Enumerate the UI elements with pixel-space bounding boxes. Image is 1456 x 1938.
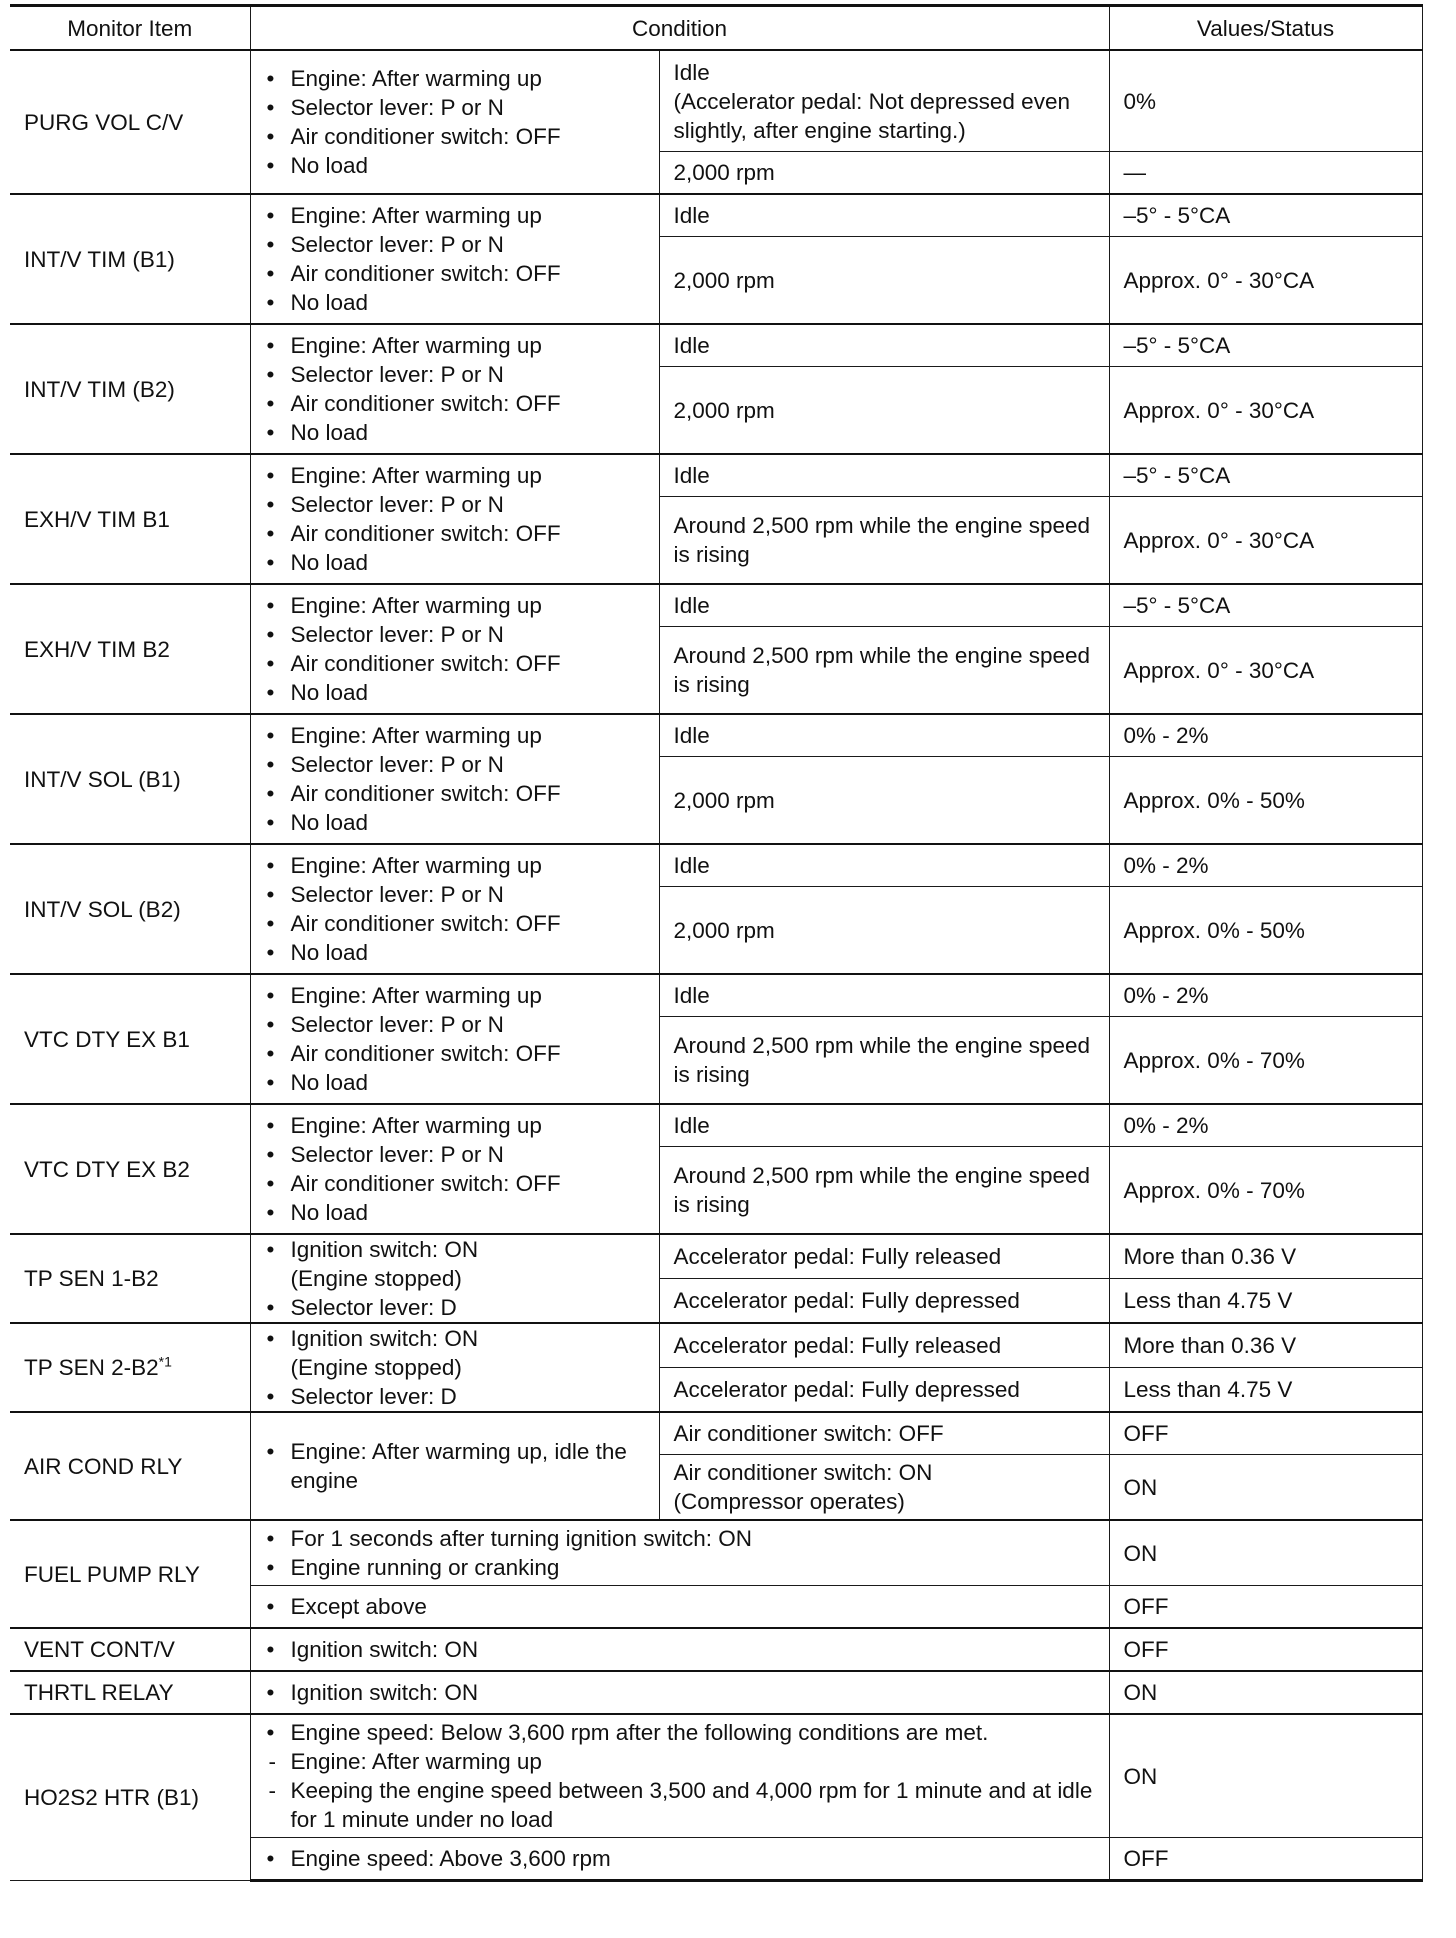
value-cell: Approx. 0° - 30°CA <box>1109 497 1422 585</box>
table-row <box>10 194 1422 237</box>
list-item: • Engine: After warming up, idle the engine <box>265 1437 659 1495</box>
list-item: • No load <box>265 678 659 707</box>
monitor-item-thrtl-relay: THRTL RELAY <box>10 1671 250 1714</box>
value-cell: Approx. 0° - 30°CA <box>1109 367 1422 455</box>
table-row <box>10 714 1422 757</box>
table-row <box>10 1671 1422 1714</box>
list-item: • Selector lever: P or N <box>265 750 659 779</box>
value-cell: OFF <box>1109 1838 1422 1881</box>
condition-cell <box>250 1628 1109 1671</box>
monitor-item-purg-vol: PURG VOL C/V <box>10 50 250 194</box>
list-item: • Engine: After warming up <box>265 201 659 230</box>
list-item: • Engine: After warming up <box>265 64 659 93</box>
sub-condition-cell <box>659 1455 1109 1521</box>
condition-cell <box>250 974 659 1104</box>
condition-cell <box>250 1586 1109 1629</box>
value-cell: OFF <box>1109 1586 1422 1629</box>
value-cell: OFF <box>1109 1628 1422 1671</box>
monitor-item-vtc-dty-ex-b2: VTC DTY EX B2 <box>10 1104 250 1234</box>
condition-list <box>265 64 659 180</box>
list-item: • Engine: After warming up <box>265 721 659 750</box>
sub-condition-cell: Accelerator pedal: Fully depressed <box>659 1368 1109 1413</box>
condition-cell <box>250 1714 1109 1838</box>
value-cell: 0% - 2% <box>1109 714 1422 757</box>
sub-condition-cell <box>659 50 1109 152</box>
list-item-note: (Engine stopped) <box>290 1266 462 1291</box>
list-item: • For 1 seconds after turning ignition switch: ON <box>265 1524 1109 1553</box>
value-cell: ON <box>1109 1455 1422 1521</box>
value-cell: –5° - 5°CA <box>1109 454 1422 497</box>
condition-list <box>265 201 659 317</box>
condition-cell <box>250 1412 659 1520</box>
list-item: • Air conditioner switch: OFF <box>265 1039 659 1068</box>
monitor-item-label: TP SEN 2-B2 <box>24 1355 159 1380</box>
sub-condition-cell: Air conditioner switch: OFF <box>659 1412 1109 1455</box>
condition-cell <box>250 1323 659 1412</box>
monitor-item-exhv-tim-b1: EXH/V TIM B1 <box>10 454 250 584</box>
list-item: • Selector lever: P or N <box>265 230 659 259</box>
table-row <box>10 1234 1422 1279</box>
list-item: • No load <box>265 1198 659 1227</box>
list-item-note: (Engine stopped) <box>290 1355 462 1380</box>
list-item: • No load <box>265 288 659 317</box>
monitor-item-intv-tim-b2: INT/V TIM (B2) <box>10 324 250 454</box>
list-item: • Air conditioner switch: OFF <box>265 389 659 418</box>
list-item: • Air conditioner switch: OFF <box>265 909 659 938</box>
sub-condition-label: Air conditioner switch: ON <box>673 1460 933 1485</box>
condition-cell <box>250 714 659 844</box>
list-item: • Selector lever: P or N <box>265 490 659 519</box>
monitor-item-ho2s2-htr-b1: HO2S2 HTR (B1) <box>10 1714 250 1881</box>
list-item: • No load <box>265 1068 659 1097</box>
condition-list <box>265 721 659 837</box>
sub-condition-cell: Idle <box>659 324 1109 367</box>
monitor-item-air-cond-rly: AIR COND RLY <box>10 1412 250 1520</box>
condition-cell <box>250 1671 1109 1714</box>
list-item: • Air conditioner switch: OFF <box>265 779 659 808</box>
list-item: • Engine: After warming up <box>265 981 659 1010</box>
list-item: • Engine: After warming up <box>265 461 659 490</box>
table-row <box>10 1520 1422 1586</box>
condition-cell <box>250 1104 659 1234</box>
condition-cell <box>250 1520 1109 1586</box>
condition-cell <box>250 584 659 714</box>
sub-condition-cell: Accelerator pedal: Fully depressed <box>659 1279 1109 1324</box>
table-row <box>10 844 1422 887</box>
table-row <box>10 454 1422 497</box>
header-monitor-item: Monitor Item <box>10 6 250 51</box>
list-item: • Air conditioner switch: OFF <box>265 1169 659 1198</box>
monitor-item-exhv-tim-b2: EXH/V TIM B2 <box>10 584 250 714</box>
sub-condition-label: Idle <box>673 59 710 85</box>
value-cell: Approx. 0% - 50% <box>1109 887 1422 975</box>
value-cell: Approx. 0° - 30°CA <box>1109 627 1422 715</box>
footnote-marker: *1 <box>158 1353 172 1370</box>
condition-list <box>265 1718 1109 1834</box>
sub-condition-cell: Idle <box>659 714 1109 757</box>
monitor-item-intv-tim-b1: INT/V TIM (B1) <box>10 194 250 324</box>
list-item: • Engine: After warming up <box>265 591 659 620</box>
sub-condition-note: (Compressor operates) <box>673 1489 905 1514</box>
list-item: • Air conditioner switch: OFF <box>265 259 659 288</box>
list-item: • Selector lever: D <box>265 1382 659 1411</box>
sub-condition-cell: Around 2,500 rpm while the engine speed is rising <box>659 497 1109 585</box>
condition-list <box>265 1635 1109 1664</box>
value-cell: Approx. 0% - 70% <box>1109 1017 1422 1105</box>
table-row <box>10 584 1422 627</box>
monitor-item-tp-sen-2-b2 <box>10 1323 250 1412</box>
monitor-item-fuel-pump-rly: FUEL PUMP RLY <box>10 1520 250 1628</box>
condition-list <box>265 1324 659 1411</box>
sub-condition-cell: 2,000 rpm <box>659 152 1109 195</box>
condition-list <box>265 1235 659 1322</box>
list-item <box>265 1324 659 1382</box>
value-cell: 0% - 2% <box>1109 1104 1422 1147</box>
value-cell: –5° - 5°CA <box>1109 324 1422 367</box>
list-item: • Air conditioner switch: OFF <box>265 649 659 678</box>
list-item: - Engine: After warming up <box>265 1747 1109 1776</box>
list-item: • Selector lever: P or N <box>265 93 659 122</box>
list-item: • Engine: After warming up <box>265 1111 659 1140</box>
value-cell: Approx. 0% - 70% <box>1109 1147 1422 1235</box>
list-item: • Engine running or cranking <box>265 1553 1109 1582</box>
sub-condition-cell: Idle <box>659 1104 1109 1147</box>
sub-condition-cell: Around 2,500 rpm while the engine speed is rising <box>659 1147 1109 1235</box>
condition-cell <box>250 194 659 324</box>
table-row <box>10 324 1422 367</box>
list-item: • Ignition switch: ON <box>265 1678 1109 1707</box>
condition-list <box>265 1111 659 1227</box>
list-item: • Engine: After warming up <box>265 331 659 360</box>
sub-condition-cell: Accelerator pedal: Fully released <box>659 1323 1109 1368</box>
table-row <box>10 1412 1422 1455</box>
value-cell: Approx. 0% - 50% <box>1109 757 1422 845</box>
list-item: - Keeping the engine speed between 3,500 and 4,000 rpm for 1 minute and at idle for 1 minute under no load <box>265 1776 1109 1834</box>
list-item: • Air conditioner switch: OFF <box>265 519 659 548</box>
list-item <box>265 1235 659 1293</box>
sub-condition-cell: 2,000 rpm <box>659 237 1109 325</box>
condition-cell <box>250 454 659 584</box>
table-row <box>10 974 1422 1017</box>
sub-condition-note: (Accelerator pedal: Not depressed even slightly, after engine starting.) <box>673 88 1070 143</box>
sub-condition-cell: 2,000 rpm <box>659 757 1109 845</box>
condition-cell <box>250 50 659 194</box>
list-item: • No load <box>265 151 659 180</box>
table-row <box>10 1714 1422 1838</box>
sub-condition-cell: Accelerator pedal: Fully released <box>659 1234 1109 1279</box>
value-cell: –5° - 5°CA <box>1109 194 1422 237</box>
value-cell: 0% - 2% <box>1109 974 1422 1017</box>
sub-condition-cell: Around 2,500 rpm while the engine speed is rising <box>659 627 1109 715</box>
monitor-item-vent-cont-v: VENT CONT/V <box>10 1628 250 1671</box>
list-item: • Selector lever: D <box>265 1293 659 1322</box>
list-item: • Selector lever: P or N <box>265 360 659 389</box>
condition-list <box>265 1844 1109 1873</box>
list-item: • Except above <box>265 1592 1109 1621</box>
list-item: • Selector lever: P or N <box>265 620 659 649</box>
monitor-item-intv-sol-b2: INT/V SOL (B2) <box>10 844 250 974</box>
list-item: • No load <box>265 808 659 837</box>
table-row <box>10 1323 1422 1368</box>
condition-list <box>265 591 659 707</box>
value-cell: 0% - 2% <box>1109 844 1422 887</box>
list-item: • Engine: After warming up <box>265 851 659 880</box>
value-cell: OFF <box>1109 1412 1422 1455</box>
sub-condition-cell: 2,000 rpm <box>659 367 1109 455</box>
list-item: • Ignition switch: ON <box>265 1635 1109 1664</box>
monitor-item-tp-sen-1-b2: TP SEN 1-B2 <box>10 1234 250 1323</box>
sub-condition-cell: Idle <box>659 584 1109 627</box>
condition-cell <box>250 324 659 454</box>
condition-list <box>265 1524 1109 1582</box>
list-item: • Air conditioner switch: OFF <box>265 122 659 151</box>
value-cell: More than 0.36 V <box>1109 1323 1422 1368</box>
condition-cell <box>250 1838 1109 1881</box>
table-row <box>10 50 1422 152</box>
value-cell: Less than 4.75 V <box>1109 1368 1422 1413</box>
list-item: • Selector lever: P or N <box>265 1010 659 1039</box>
condition-list <box>265 1678 1109 1707</box>
monitor-table-sheet <box>10 4 1422 1882</box>
table-row <box>10 1628 1422 1671</box>
condition-cell <box>250 1234 659 1323</box>
list-item: • No load <box>265 938 659 967</box>
table-row <box>10 1104 1422 1147</box>
value-cell: ON <box>1109 1671 1422 1714</box>
list-item-text: • Ignition switch: ON <box>290 1237 479 1262</box>
monitor-item-vtc-dty-ex-b1: VTC DTY EX B1 <box>10 974 250 1104</box>
list-item-text: • Ignition switch: ON <box>290 1326 479 1351</box>
list-item: • No load <box>265 418 659 447</box>
header-condition: Condition <box>250 6 1109 51</box>
value-cell: –5° - 5°CA <box>1109 584 1422 627</box>
list-item: • Engine speed: Above 3,600 rpm <box>265 1844 1109 1873</box>
value-cell: More than 0.36 V <box>1109 1234 1422 1279</box>
value-cell: Less than 4.75 V <box>1109 1279 1422 1324</box>
header-values-status: Values/Status <box>1109 6 1422 51</box>
sub-condition-cell: 2,000 rpm <box>659 887 1109 975</box>
header-row <box>10 6 1422 51</box>
condition-list <box>265 1592 1109 1621</box>
value-cell: Approx. 0° - 30°CA <box>1109 237 1422 325</box>
value-cell: 0% <box>1109 50 1422 152</box>
sub-condition-cell: Idle <box>659 454 1109 497</box>
list-item: • Selector lever: P or N <box>265 880 659 909</box>
sub-condition-cell: Idle <box>659 194 1109 237</box>
condition-cell <box>250 844 659 974</box>
condition-list <box>265 1437 659 1495</box>
value-cell: ON <box>1109 1714 1422 1838</box>
monitor-item-intv-sol-b1: INT/V SOL (B1) <box>10 714 250 844</box>
sub-condition-cell: Around 2,500 rpm while the engine speed is rising <box>659 1017 1109 1105</box>
sub-condition-cell: Idle <box>659 844 1109 887</box>
list-item: • Selector lever: P or N <box>265 1140 659 1169</box>
condition-list <box>265 461 659 577</box>
list-item: • No load <box>265 548 659 577</box>
condition-list <box>265 851 659 967</box>
monitor-table <box>10 4 1423 1882</box>
value-cell: — <box>1109 152 1422 195</box>
condition-list <box>265 981 659 1097</box>
list-item: • Engine speed: Below 3,600 rpm after the following conditions are met. <box>265 1718 1109 1747</box>
condition-list <box>265 331 659 447</box>
sub-condition-cell: Idle <box>659 974 1109 1017</box>
value-cell: ON <box>1109 1520 1422 1586</box>
